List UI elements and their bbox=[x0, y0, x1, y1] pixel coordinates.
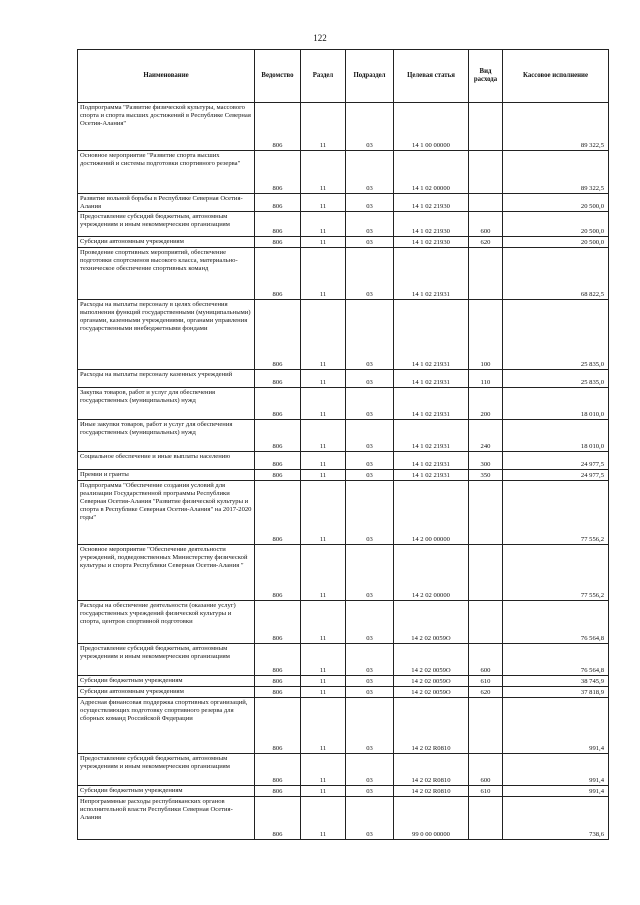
cell-dept: 806 bbox=[255, 194, 301, 212]
cell-exp-type bbox=[469, 151, 503, 194]
cell-exp-type: 600 bbox=[469, 644, 503, 676]
cell-exec: 20 500,0 bbox=[503, 237, 609, 248]
cell-section: 11 bbox=[301, 237, 346, 248]
cell-target: 14 1 00 00000 bbox=[394, 103, 469, 151]
cell-subsection: 03 bbox=[346, 545, 394, 601]
cell-exec: 18 010,0 bbox=[503, 388, 609, 420]
table-row bbox=[78, 676, 609, 687]
cell-name: Предоставление субсидий бюджетным, автономным учреждениям и иным некоммерческим организациям bbox=[78, 212, 255, 237]
table-row bbox=[78, 103, 609, 151]
cell-exp-type bbox=[469, 194, 503, 212]
table-row bbox=[78, 237, 609, 248]
cell-section: 11 bbox=[301, 644, 346, 676]
cell-exp-type bbox=[469, 103, 503, 151]
cell-dept: 806 bbox=[255, 698, 301, 754]
cell-target: 14 2 02 0059О bbox=[394, 687, 469, 698]
header-dept: Ведомство bbox=[255, 50, 301, 103]
cell-dept: 806 bbox=[255, 237, 301, 248]
cell-subsection: 03 bbox=[346, 754, 394, 786]
cell-dept: 806 bbox=[255, 103, 301, 151]
cell-section: 11 bbox=[301, 481, 346, 545]
cell-exec: 18 010,0 bbox=[503, 420, 609, 452]
cell-subsection: 03 bbox=[346, 698, 394, 754]
cell-exp-type bbox=[469, 248, 503, 300]
cell-subsection: 03 bbox=[346, 248, 394, 300]
cell-section: 11 bbox=[301, 687, 346, 698]
cell-name: Социальное обеспечение и иные выплаты населению bbox=[78, 452, 255, 470]
cell-name: Развитие вольной борьбы в Республике Северная Осетия-Алания bbox=[78, 194, 255, 212]
table-row bbox=[78, 644, 609, 676]
cell-section: 11 bbox=[301, 754, 346, 786]
table-row bbox=[78, 151, 609, 194]
cell-exp-type: 600 bbox=[469, 754, 503, 786]
cell-name: Основное мероприятие "Развитие спорта высших достижений и системы подготовки спортивного резерва" bbox=[78, 151, 255, 194]
cell-subsection: 03 bbox=[346, 786, 394, 797]
cell-name: Закупка товаров, работ и услуг для обеспечения государственных (муниципальных) нужд bbox=[78, 388, 255, 420]
cell-target: 14 1 02 21931 bbox=[394, 452, 469, 470]
table-row bbox=[78, 786, 609, 797]
cell-exec: 991,4 bbox=[503, 786, 609, 797]
cell-exp-type: 300 bbox=[469, 452, 503, 470]
header-subsection: Подраздел bbox=[346, 50, 394, 103]
cell-name: Предоставление субсидий бюджетным, автономным учреждениям и иным некоммерческим организациям bbox=[78, 644, 255, 676]
cell-section: 11 bbox=[301, 601, 346, 644]
cell-target: 14 1 02 21931 bbox=[394, 370, 469, 388]
cell-target: 14 1 02 21931 bbox=[394, 300, 469, 370]
table-row bbox=[78, 797, 609, 840]
cell-subsection: 03 bbox=[346, 300, 394, 370]
header-exec: Кассовое исполнение bbox=[503, 50, 609, 103]
cell-name: Субсидии бюджетным учреждениям bbox=[78, 676, 255, 687]
cell-exp-type: 350 bbox=[469, 470, 503, 481]
cell-exp-type: 620 bbox=[469, 237, 503, 248]
cell-name: Непрограммные расходы республиканских органов исполнительной власти Республики Северная Осетия-Алания bbox=[78, 797, 255, 840]
cell-name: Субсидии автономным учреждениям bbox=[78, 237, 255, 248]
cell-subsection: 03 bbox=[346, 370, 394, 388]
table-row bbox=[78, 601, 609, 644]
cell-section: 11 bbox=[301, 786, 346, 797]
cell-exec: 991,4 bbox=[503, 754, 609, 786]
cell-name: Иные закупки товаров, работ и услуг для обеспечения государственных (муниципальных) нужд bbox=[78, 420, 255, 452]
table-row bbox=[78, 698, 609, 754]
cell-name: Субсидии автономным учреждениям bbox=[78, 687, 255, 698]
cell-exec: 24 977,5 bbox=[503, 470, 609, 481]
cell-section: 11 bbox=[301, 300, 346, 370]
cell-subsection: 03 bbox=[346, 687, 394, 698]
cell-exp-type: 110 bbox=[469, 370, 503, 388]
budget-table bbox=[77, 49, 609, 840]
cell-name: Расходы на выплаты персоналу казенных учреждений bbox=[78, 370, 255, 388]
cell-exp-type bbox=[469, 601, 503, 644]
cell-name: Подпрограмма "Развитие физической культуры, массового спорта и спорта высших достижений в Республике Северная Осетия-Алания" bbox=[78, 103, 255, 151]
cell-subsection: 03 bbox=[346, 481, 394, 545]
cell-target: 14 2 02 R0810 bbox=[394, 698, 469, 754]
cell-exp-type: 200 bbox=[469, 388, 503, 420]
cell-name: Предоставление субсидий бюджетным, автономным учреждениям и иным некоммерческим организациям bbox=[78, 754, 255, 786]
table-row bbox=[78, 470, 609, 481]
cell-dept: 806 bbox=[255, 754, 301, 786]
table-header-row bbox=[78, 50, 609, 103]
cell-exec: 77 556,2 bbox=[503, 481, 609, 545]
cell-section: 11 bbox=[301, 212, 346, 237]
cell-section: 11 bbox=[301, 248, 346, 300]
table-row bbox=[78, 194, 609, 212]
cell-dept: 806 bbox=[255, 545, 301, 601]
cell-section: 11 bbox=[301, 151, 346, 194]
cell-exec: 68 822,5 bbox=[503, 248, 609, 300]
header-exp-type: Вид расхода bbox=[469, 50, 503, 103]
cell-exp-type: 610 bbox=[469, 786, 503, 797]
cell-subsection: 03 bbox=[346, 237, 394, 248]
cell-target: 99 0 00 00000 bbox=[394, 797, 469, 840]
page-number: 122 bbox=[313, 33, 327, 43]
cell-section: 11 bbox=[301, 698, 346, 754]
cell-exec: 77 556,2 bbox=[503, 545, 609, 601]
cell-name: Адресная финансовая поддержка спортивных организаций, осуществляющих подготовку спортивного резерва для сборных команд Российской Федерации bbox=[78, 698, 255, 754]
cell-subsection: 03 bbox=[346, 644, 394, 676]
cell-dept: 806 bbox=[255, 470, 301, 481]
cell-name: Проведение спортивных мероприятий, обеспечение подготовки спортсменов высокого класса, материально-техническое обеспечение спортивных команд bbox=[78, 248, 255, 300]
cell-dept: 806 bbox=[255, 644, 301, 676]
cell-exp-type: 100 bbox=[469, 300, 503, 370]
cell-subsection: 03 bbox=[346, 194, 394, 212]
cell-exec: 76 564,8 bbox=[503, 601, 609, 644]
cell-section: 11 bbox=[301, 797, 346, 840]
table-row bbox=[78, 370, 609, 388]
cell-subsection: 03 bbox=[346, 676, 394, 687]
cell-dept: 806 bbox=[255, 248, 301, 300]
cell-target: 14 2 02 0059О bbox=[394, 644, 469, 676]
cell-section: 11 bbox=[301, 420, 346, 452]
cell-dept: 806 bbox=[255, 601, 301, 644]
table-row bbox=[78, 248, 609, 300]
cell-dept: 806 bbox=[255, 300, 301, 370]
cell-exp-type bbox=[469, 481, 503, 545]
cell-subsection: 03 bbox=[346, 420, 394, 452]
table-row bbox=[78, 420, 609, 452]
cell-target: 14 2 02 R0810 bbox=[394, 786, 469, 797]
cell-exp-type bbox=[469, 698, 503, 754]
cell-exec: 20 500,0 bbox=[503, 212, 609, 237]
cell-exec: 76 564,8 bbox=[503, 644, 609, 676]
cell-dept: 806 bbox=[255, 676, 301, 687]
cell-dept: 806 bbox=[255, 797, 301, 840]
cell-dept: 806 bbox=[255, 452, 301, 470]
cell-section: 11 bbox=[301, 370, 346, 388]
cell-subsection: 03 bbox=[346, 452, 394, 470]
cell-target: 14 2 02 R0810 bbox=[394, 754, 469, 786]
cell-section: 11 bbox=[301, 388, 346, 420]
cell-exec: 20 500,0 bbox=[503, 194, 609, 212]
cell-exec: 738,6 bbox=[503, 797, 609, 840]
cell-section: 11 bbox=[301, 194, 346, 212]
header-target: Целевая статья bbox=[394, 50, 469, 103]
cell-dept: 806 bbox=[255, 151, 301, 194]
cell-exp-type bbox=[469, 545, 503, 601]
cell-dept: 806 bbox=[255, 370, 301, 388]
cell-exec: 38 745,9 bbox=[503, 676, 609, 687]
table-row bbox=[78, 687, 609, 698]
cell-subsection: 03 bbox=[346, 103, 394, 151]
cell-exec: 991,4 bbox=[503, 698, 609, 754]
cell-subsection: 03 bbox=[346, 797, 394, 840]
cell-subsection: 03 bbox=[346, 601, 394, 644]
cell-target: 14 1 02 00000 bbox=[394, 151, 469, 194]
cell-section: 11 bbox=[301, 676, 346, 687]
table-row bbox=[78, 212, 609, 237]
cell-target: 14 1 02 21930 bbox=[394, 237, 469, 248]
cell-target: 14 1 02 21930 bbox=[394, 212, 469, 237]
cell-subsection: 03 bbox=[346, 388, 394, 420]
table-row bbox=[78, 452, 609, 470]
table-row bbox=[78, 481, 609, 545]
cell-section: 11 bbox=[301, 470, 346, 481]
cell-name: Подпрограмма "Обеспечение создания условий для реализации Государственной программы Республики Северная Осетия-Алания "Развитие физической культуры и спорта в Республике Северная Осетия-Алания" на 2017-2020 годы" bbox=[78, 481, 255, 545]
cell-exec: 25 835,0 bbox=[503, 300, 609, 370]
cell-exec: 89 322,5 bbox=[503, 103, 609, 151]
cell-target: 14 1 02 21931 bbox=[394, 470, 469, 481]
cell-target: 14 2 02 0059О bbox=[394, 676, 469, 687]
cell-exec: 89 322,5 bbox=[503, 151, 609, 194]
cell-section: 11 bbox=[301, 545, 346, 601]
table-row bbox=[78, 545, 609, 601]
cell-dept: 806 bbox=[255, 388, 301, 420]
cell-target: 14 1 02 21931 bbox=[394, 420, 469, 452]
cell-subsection: 03 bbox=[346, 470, 394, 481]
cell-exec: 37 818,9 bbox=[503, 687, 609, 698]
cell-exp-type: 610 bbox=[469, 676, 503, 687]
cell-exp-type: 600 bbox=[469, 212, 503, 237]
cell-name: Субсидии бюджетным учреждениям bbox=[78, 786, 255, 797]
cell-target: 14 2 02 0059О bbox=[394, 601, 469, 644]
cell-exp-type bbox=[469, 797, 503, 840]
cell-dept: 806 bbox=[255, 687, 301, 698]
cell-target: 14 2 00 00000 bbox=[394, 481, 469, 545]
cell-section: 11 bbox=[301, 452, 346, 470]
cell-exec: 24 977,5 bbox=[503, 452, 609, 470]
cell-dept: 806 bbox=[255, 786, 301, 797]
table-row bbox=[78, 388, 609, 420]
table-row bbox=[78, 300, 609, 370]
cell-exp-type: 620 bbox=[469, 687, 503, 698]
table-row bbox=[78, 754, 609, 786]
cell-exec: 25 835,0 bbox=[503, 370, 609, 388]
cell-section: 11 bbox=[301, 103, 346, 151]
cell-exp-type: 240 bbox=[469, 420, 503, 452]
cell-target: 14 1 02 21930 bbox=[394, 194, 469, 212]
cell-target: 14 1 02 21931 bbox=[394, 388, 469, 420]
cell-name: Основное мероприятие "Обеспечение деятельности учреждений, подведомственных Министерству физической культуры и спорта Республики Северная Осетия-Алания " bbox=[78, 545, 255, 601]
cell-dept: 806 bbox=[255, 420, 301, 452]
header-section: Раздел bbox=[301, 50, 346, 103]
cell-dept: 806 bbox=[255, 481, 301, 545]
cell-subsection: 03 bbox=[346, 212, 394, 237]
cell-subsection: 03 bbox=[346, 151, 394, 194]
cell-dept: 806 bbox=[255, 212, 301, 237]
cell-name: Премии и гранты bbox=[78, 470, 255, 481]
header-name: Наименование bbox=[78, 50, 255, 103]
cell-name: Расходы на обеспечение деятельности (оказание услуг) государственных учреждений физической культуры и спорта, центров спортивной подготовки bbox=[78, 601, 255, 644]
cell-target: 14 2 02 00000 bbox=[394, 545, 469, 601]
cell-target: 14 1 02 21931 bbox=[394, 248, 469, 300]
cell-name: Расходы на выплаты персоналу в целях обеспечения выполнения функций государственными (муниципальными) органами, казенными учреждениями, органами управления государственными внебюджетными фондами bbox=[78, 300, 255, 370]
